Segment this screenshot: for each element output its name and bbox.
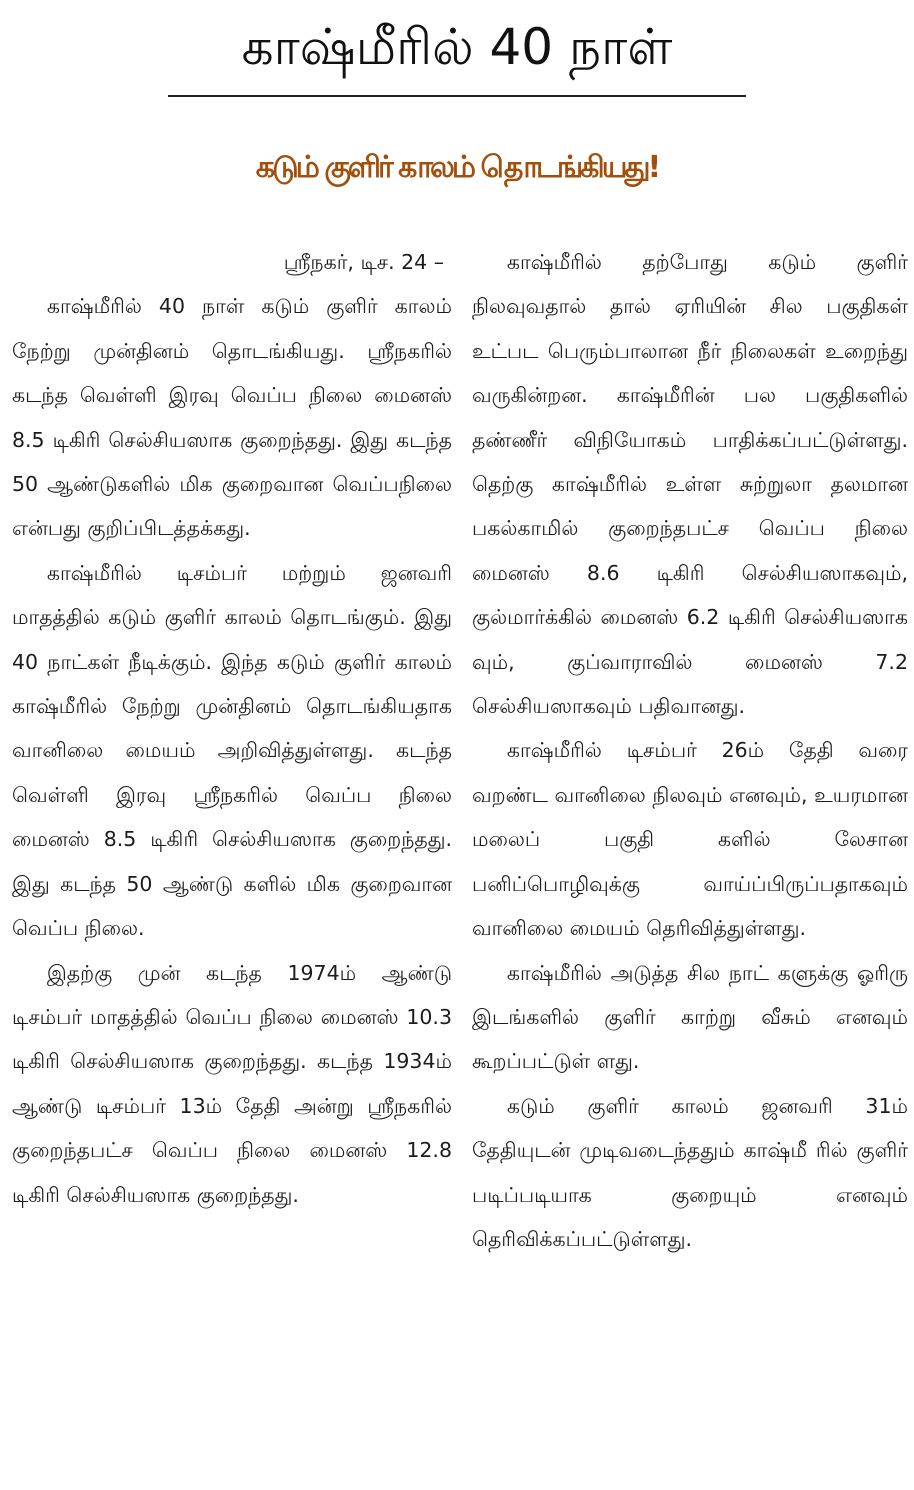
article-paragraph: காஷ்மீரில் 40 நாள் கடும் குளிர் காலம் நேற்று முன்தினம் தொடங்கியது. ஸ்ரீநகரில் கடந்த வெள்ளி இரவு வெப்ப நிலை மைனஸ் 8.5 டிகிரி செல்சியஸாக குறைந்தது. இது கடந்த 50 ஆண்டுகளில் மிக குறைவான வெப்பநிலை என்பது குறிப்பிடத்தக்கது. (12, 294, 452, 541)
article-paragraph: காஷ்மீரில் டிசம்பர் 26ம் தேதி வரை வறண்ட வானிலை நிலவும் எனவும், உயரமான மலைப் பகுதி களில் லேசான பனிப்பொழிவுக்கு வாய்ப்பிருப்பதாகவும் வானிலை மையம் தெரிவித்துள்ளது. (472, 738, 908, 941)
article-paragraph: காஷ்மீரில் தற்போது கடும் குளிர் நிலவுவதால் தால் ஏரியின் சில பகுதிகள் உட்பட பெரும்பாலான நீர் நிலைகள் உறைந்து வருகின்றன. காஷ்மீரின் பல பகுதிகளில் தண்ணீர் விநியோகம் பாதிக்கப்பட்டுள்ளது. தெற்கு காஷ்மீரில் உள்ள சுற்றுலா தலமான பகல்காமில் குறைந்தபட்ச வெப்ப நிலை மைனஸ் 8.6 டிகிரி செல்சியஸாகவும், குல்மார்க்கில் மைனஸ் 6.2 டிகிரி செல்சியஸாக வும், குப்வாராவில் மைனஸ் 7.2 செல்சியஸாகவும் பதிவானது. (472, 250, 908, 719)
article-paragraph: காஷ்மீரில் டிசம்பர் மற்றும் ஜனவரி மாதத்தில் கடும் குளிர் காலம் தொடங்கும். இது 40 நாட்கள் நீடிக்கும். இந்த கடும் குளிர் காலம் காஷ்மீரில் நேற்று முன்தினம் தொடங்கியதாக வானிலை மையம் அறிவித்துள்ளது. கடந்த வெள்ளி இரவு ஸ்ரீநகரில் வெப்ப நிலை மைனஸ் 8.5 டிகிரி செல்சியஸாக குறைந்தது. இது கடந்த 50 ஆண்டு களில் மிக குறைவான வெப்ப நிலை. (12, 560, 452, 941)
article-paragraph: இதற்கு முன் கடந்த 1974ம் ஆண்டு டிசம்பர் மாதத்தில் வெப்ப நிலை மைனஸ் 10.3 டிகிரி செல்சியஸாக குறைந்தது. கடந்த 1934ம் ஆண்டு டிசம்பர் 13ம் தேதி அன்று ஸ்ரீநகரில் குறைந்தபட்ச வெப்ப நிலை மைனஸ் 12.8 டிகிரி செல்சியஸாக குறைந்தது. (12, 960, 452, 1207)
main-headline: கடும் குளிர் காலம் தொடங்கியது! (255, 150, 659, 185)
article-column-right (472, 240, 908, 1261)
kicker-headline: காஷ்மீரில் 40 நாள் (241, 18, 673, 76)
article-paragraph: காஷ்மீரில் அடுத்த சில நாட் களுக்கு ஓரிரு இடங்களில் குளிர் காற்று வீசும் எனவும் கூறப்பட்டுள் ளது. (472, 960, 908, 1074)
dateline: ஸ்ரீநகர், டிச. 24 – (283, 250, 444, 274)
article-column-left (12, 240, 452, 1217)
article-paragraph: கடும் குளிர் காலம் ஜனவரி 31ம் தேதியுடன் முடிவடைந்ததும் காஷ்மீ ரில் குளிர் படிப்படியாக குறையும் எனவும் தெரிவிக்கப்பட்டுள்ளது. (472, 1093, 908, 1251)
headline-divider (168, 95, 746, 97)
